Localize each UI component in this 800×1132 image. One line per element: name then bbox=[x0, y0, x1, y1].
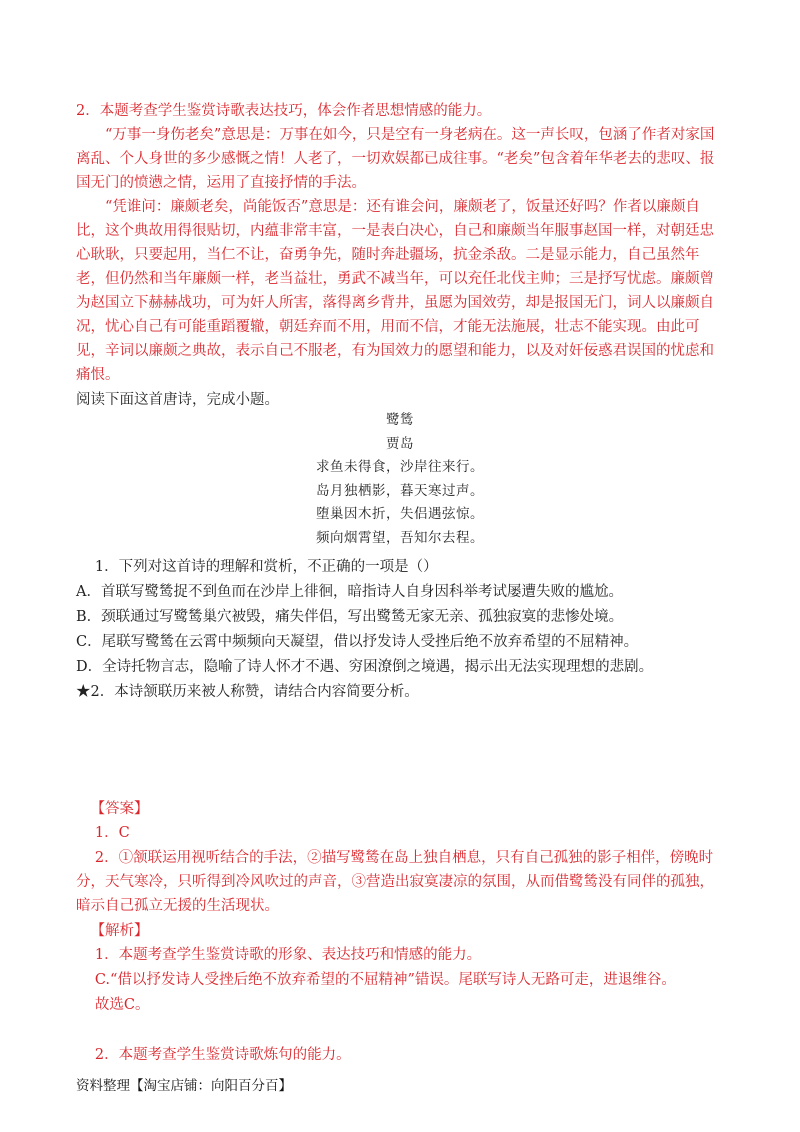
option-c: C．尾联写鹭鸶在云霄中频频向天凝望，借以抒发诗人受挫后绝不放弃希望的不屈精神。 bbox=[76, 634, 639, 650]
poem-line: 岛月独栖影，暮天寒过声。 bbox=[316, 482, 484, 499]
option-b: B．颈联通过写鹭鸶巢穴被毁，痛失伴侣，写出鹭鸶无家无亲、孤独寂寞的悲惨处境。 bbox=[76, 609, 624, 625]
analysis-paragraph-2: “凭谁问：廉颇老矣，尚能饭否”意思是：还有谁会问，廉颇老了，饭量还好吗？作者以廉颇自比，这个典故用得很贴切，内蕴非常丰富，一是表白决心，自己和廉颇当年服事赵国一样，对朝廷忠心耿耿，只要起用，当仁不让，奋勇争先，随时奔赴疆场，抗金杀敌。二是显示能力，自己虽然年老，但仍然和当年廉颇一样，老当益壮，勇武不减当年，可以充任北伐主帅；三是抒写忧虑。廉颇曾为赵国立下赫赫战功，可为奸人所害，落得离乡背井，虽愿为国效劳，却是报国无门，词人以廉颇自况，忧心自己有可能重蹈覆辙，朝廷弃而不用，用而不信，才能无法施展，壮志不能实现。由此可见，辛词以廉颇之典故，表示自己不服老，有为国效力的愿望和能力，以及对奸佞惑君误国的忧虑和痛恨。 bbox=[76, 199, 714, 383]
answer-2: 2．①颔联运用视听结合的手法，②描写鹭鸶在岛上独自栖息，只有自己孤独的影子相伴，傍晚时分，天气寒冷，只听得到冷风吹过的声音，③营造出寂寞凄凉的氛围，从而借鹭鸶没有同伴的孤独，暗示自己孤立无援的生活现状。 bbox=[76, 850, 714, 914]
analysis-header: 【解析】 bbox=[90, 923, 149, 939]
poem-author: 贾岛 bbox=[386, 435, 414, 452]
poem-line: 求鱼未得食，沙岸往来行。 bbox=[316, 459, 484, 475]
footer: 资料整理【淘宝店铺：向阳百分百】 bbox=[76, 1078, 292, 1094]
option-d: D．全诗托物言志，隐喻了诗人怀才不遇、穷困潦倒之境遇，揭示出无法实现理想的悲剧。 bbox=[76, 659, 654, 675]
poem bbox=[0, 409, 800, 550]
poem-line: 堕巢因木折，失侣遇弦惊。 bbox=[316, 506, 484, 522]
answer-header: 【答案】 bbox=[90, 801, 149, 817]
analysis-1: 1．本题考查学生鉴赏诗歌的形象、表达技巧和情感的能力。 bbox=[94, 947, 482, 963]
answer-1: 1．C bbox=[94, 825, 130, 841]
analysis-1-end: 故选C。 bbox=[94, 997, 150, 1013]
option-a: A．首联写鹭鸶捉不到鱼而在沙岸上徘徊，暗指诗人自身因科举考试屡遭失败的尴尬。 bbox=[76, 584, 623, 600]
q2-intro: 2．本题考查学生鉴赏诗歌表达技巧，体会作者思想情感的能力。 bbox=[76, 103, 492, 119]
poem-title: 鹭鸶 bbox=[386, 412, 414, 428]
poem-line: 频向烟霄望，吾知尔去程。 bbox=[316, 529, 484, 546]
question-1: 1．下列对这首诗的理解和赏析，不正确的一项是（） bbox=[94, 559, 438, 575]
analysis-paragraph-1: “万事一身伤老矣”意思是：万事在如今，只是空有一身老病在。这一声长叹，包涵了作者对家国离乱、个人身世的多少感慨之情！人老了，一切欢娱都已成往事。“老矣”包含着年华老去的悲叹、报国无门的愤懑之情，运用了直接抒情的手法。 bbox=[76, 127, 715, 191]
reading-instruction: 阅读下面这首唐诗，完成小题。 bbox=[76, 392, 279, 408]
analysis-1-c: C.“借以抒发诗人受挫后绝不放弃希望的不屈精神”错误。尾联写诗人无路可走，进退维谷。 bbox=[94, 972, 676, 988]
question-2: ★2．本诗颔联历来被人称赞，请结合内容简要分析。 bbox=[76, 684, 419, 700]
analysis-2: 2．本题考查学生鉴赏诗歌炼句的能力。 bbox=[94, 1047, 351, 1063]
